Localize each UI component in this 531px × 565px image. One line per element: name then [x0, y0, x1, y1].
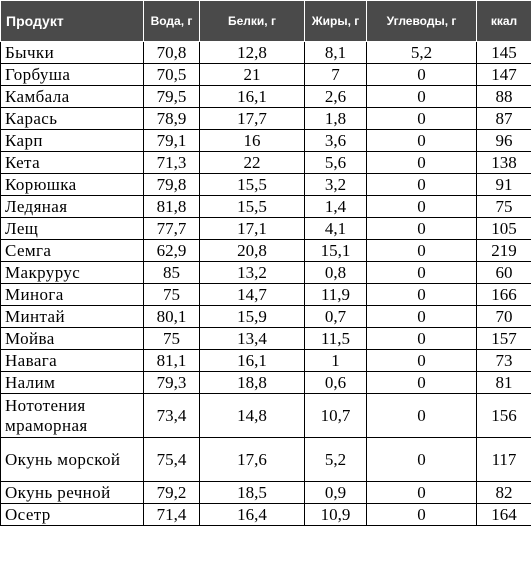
cell-water: 81,1	[144, 350, 200, 372]
col-header-kcal: ккал	[477, 1, 531, 42]
cell-protein: 17,7	[200, 108, 305, 130]
cell-carbs: 0	[367, 438, 477, 482]
cell-fat: 3,6	[305, 130, 367, 152]
cell-water: 73,4	[144, 394, 200, 438]
cell-fat: 1	[305, 350, 367, 372]
cell-carbs: 0	[367, 196, 477, 218]
cell-product: Осетр	[1, 504, 144, 526]
cell-product: Карась	[1, 108, 144, 130]
cell-product: Окунь морской	[1, 438, 144, 482]
cell-protein: 18,5	[200, 482, 305, 504]
cell-kcal: 164	[477, 504, 531, 526]
cell-water: 62,9	[144, 240, 200, 262]
cell-carbs: 0	[367, 86, 477, 108]
cell-fat: 0,8	[305, 262, 367, 284]
cell-product: Нототения мраморная	[1, 394, 144, 438]
table-row	[1, 218, 531, 240]
cell-product: Бычки	[1, 42, 144, 64]
cell-product: Минтай	[1, 306, 144, 328]
cell-carbs: 5,2	[367, 42, 477, 64]
cell-fat: 0,9	[305, 482, 367, 504]
cell-water: 70,8	[144, 42, 200, 64]
cell-kcal: 166	[477, 284, 531, 306]
cell-kcal: 117	[477, 438, 531, 482]
cell-product: Макрурус	[1, 262, 144, 284]
cell-kcal: 156	[477, 394, 531, 438]
cell-kcal: 73	[477, 350, 531, 372]
cell-kcal: 138	[477, 152, 531, 174]
cell-kcal: 91	[477, 174, 531, 196]
cell-carbs: 0	[367, 240, 477, 262]
table-row	[1, 86, 531, 108]
col-header-fat: Жиры, г	[305, 1, 367, 42]
cell-kcal: 145	[477, 42, 531, 64]
cell-carbs: 0	[367, 218, 477, 240]
cell-water: 85	[144, 262, 200, 284]
table-body	[1, 42, 531, 526]
table-row	[1, 174, 531, 196]
cell-water: 81,8	[144, 196, 200, 218]
cell-protein: 22	[200, 152, 305, 174]
cell-protein: 16,4	[200, 504, 305, 526]
cell-carbs: 0	[367, 328, 477, 350]
cell-carbs: 0	[367, 350, 477, 372]
cell-product: Мойва	[1, 328, 144, 350]
cell-fat: 2,6	[305, 86, 367, 108]
cell-water: 75,4	[144, 438, 200, 482]
cell-product: Налим	[1, 372, 144, 394]
cell-protein: 15,9	[200, 306, 305, 328]
cell-product: Минога	[1, 284, 144, 306]
cell-carbs: 0	[367, 306, 477, 328]
cell-product: Горбуша	[1, 64, 144, 86]
cell-protein: 18,8	[200, 372, 305, 394]
table-header	[1, 1, 531, 42]
table-row	[1, 504, 531, 526]
cell-carbs: 0	[367, 64, 477, 86]
table-row	[1, 64, 531, 86]
table-row	[1, 328, 531, 350]
table-row	[1, 108, 531, 130]
cell-kcal: 147	[477, 64, 531, 86]
cell-protein: 17,1	[200, 218, 305, 240]
cell-water: 79,5	[144, 86, 200, 108]
cell-carbs: 0	[367, 394, 477, 438]
cell-water: 79,1	[144, 130, 200, 152]
cell-fat: 0,7	[305, 306, 367, 328]
cell-product: Корюшка	[1, 174, 144, 196]
cell-protein: 14,8	[200, 394, 305, 438]
cell-carbs: 0	[367, 284, 477, 306]
table-row	[1, 152, 531, 174]
cell-protein: 15,5	[200, 196, 305, 218]
table-row	[1, 394, 531, 438]
cell-product: Ледяная	[1, 196, 144, 218]
cell-product: Лещ	[1, 218, 144, 240]
cell-protein: 13,4	[200, 328, 305, 350]
table-row	[1, 438, 531, 482]
cell-protein: 16,1	[200, 350, 305, 372]
cell-kcal: 219	[477, 240, 531, 262]
col-header-protein: Белки, г	[200, 1, 305, 42]
cell-product: Семга	[1, 240, 144, 262]
cell-kcal: 105	[477, 218, 531, 240]
col-header-carbs: Углеводы, г	[367, 1, 477, 42]
cell-fat: 1,8	[305, 108, 367, 130]
cell-water: 75	[144, 328, 200, 350]
cell-water: 79,8	[144, 174, 200, 196]
cell-fat: 5,6	[305, 152, 367, 174]
cell-kcal: 88	[477, 86, 531, 108]
cell-fat: 15,1	[305, 240, 367, 262]
cell-fat: 10,7	[305, 394, 367, 438]
cell-kcal: 75	[477, 196, 531, 218]
cell-water: 75	[144, 284, 200, 306]
cell-water: 71,3	[144, 152, 200, 174]
table-row	[1, 240, 531, 262]
cell-fat: 4,1	[305, 218, 367, 240]
table-row	[1, 372, 531, 394]
cell-carbs: 0	[367, 130, 477, 152]
table-row	[1, 262, 531, 284]
table-row	[1, 306, 531, 328]
cell-fat: 3,2	[305, 174, 367, 196]
cell-protein: 17,6	[200, 438, 305, 482]
cell-kcal: 82	[477, 482, 531, 504]
cell-carbs: 0	[367, 108, 477, 130]
cell-protein: 12,8	[200, 42, 305, 64]
cell-protein: 15,5	[200, 174, 305, 196]
cell-water: 71,4	[144, 504, 200, 526]
table-row	[1, 130, 531, 152]
cell-carbs: 0	[367, 372, 477, 394]
col-header-product: Продукт	[1, 1, 144, 42]
cell-water: 77,7	[144, 218, 200, 240]
cell-product: Кета	[1, 152, 144, 174]
cell-protein: 13,2	[200, 262, 305, 284]
cell-protein: 16	[200, 130, 305, 152]
cell-fat: 11,9	[305, 284, 367, 306]
cell-fat: 11,5	[305, 328, 367, 350]
cell-carbs: 0	[367, 262, 477, 284]
cell-water: 70,5	[144, 64, 200, 86]
cell-fat: 5,2	[305, 438, 367, 482]
table-row	[1, 350, 531, 372]
col-header-water: Вода, г	[144, 1, 200, 42]
cell-protein: 21	[200, 64, 305, 86]
cell-kcal: 157	[477, 328, 531, 350]
cell-product: Навага	[1, 350, 144, 372]
cell-protein: 20,8	[200, 240, 305, 262]
cell-fat: 7	[305, 64, 367, 86]
cell-water: 79,2	[144, 482, 200, 504]
cell-product: Окунь речной	[1, 482, 144, 504]
cell-kcal: 60	[477, 262, 531, 284]
cell-kcal: 87	[477, 108, 531, 130]
cell-water: 78,9	[144, 108, 200, 130]
cell-carbs: 0	[367, 174, 477, 196]
cell-fat: 8,1	[305, 42, 367, 64]
cell-fat: 1,4	[305, 196, 367, 218]
cell-product: Камбала	[1, 86, 144, 108]
table-row	[1, 284, 531, 306]
cell-carbs: 0	[367, 152, 477, 174]
header-row	[1, 1, 531, 42]
cell-kcal: 70	[477, 306, 531, 328]
table-row	[1, 196, 531, 218]
table-row	[1, 42, 531, 64]
cell-protein: 14,7	[200, 284, 305, 306]
cell-water: 80,1	[144, 306, 200, 328]
cell-water: 79,3	[144, 372, 200, 394]
table-row	[1, 482, 531, 504]
cell-kcal: 81	[477, 372, 531, 394]
cell-fat: 10,9	[305, 504, 367, 526]
cell-fat: 0,6	[305, 372, 367, 394]
cell-carbs: 0	[367, 482, 477, 504]
cell-protein: 16,1	[200, 86, 305, 108]
cell-kcal: 96	[477, 130, 531, 152]
cell-carbs: 0	[367, 504, 477, 526]
cell-product: Карп	[1, 130, 144, 152]
